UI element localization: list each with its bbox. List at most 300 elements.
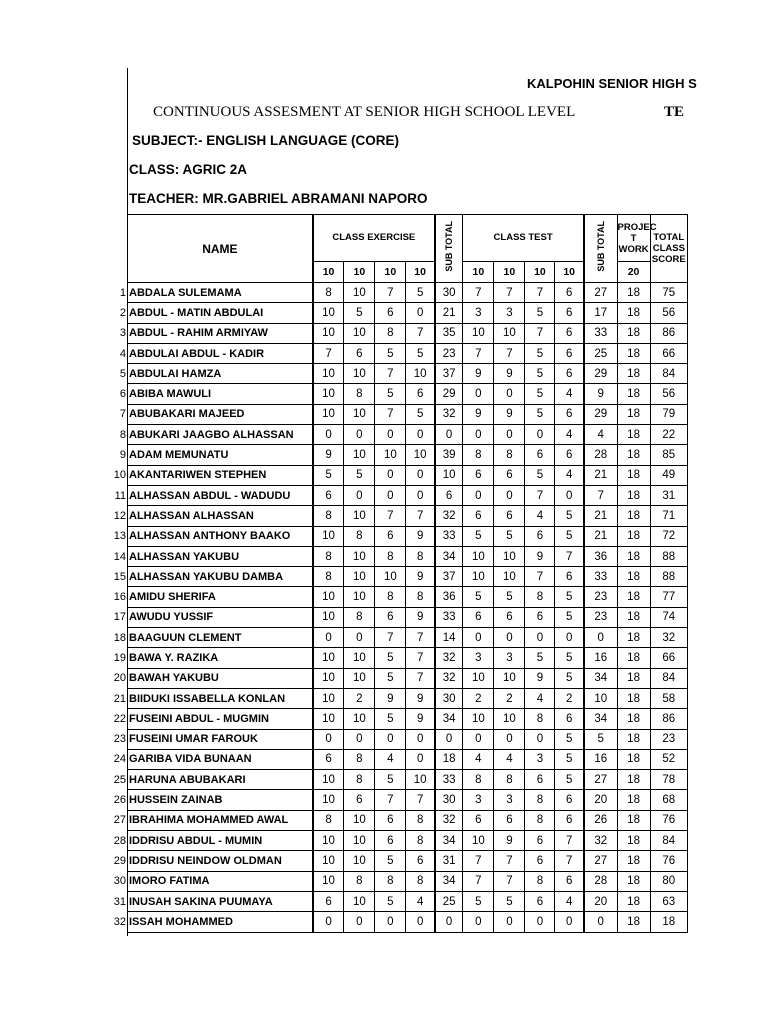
class-test-score: 6 [555,567,584,587]
class-exercise-score: 5 [406,343,435,363]
sub-total-1: 33 [435,607,463,627]
student-name: ABUBAKARI MAJEED [129,408,245,421]
class-test-score: 7 [494,851,525,871]
class-exercise-score: 5 [375,891,406,911]
max-score: 10 [525,262,555,283]
class-exercise-score: 9 [406,567,435,587]
class-exercise-score: 6 [375,526,406,546]
sub-total-2: 27 [584,770,617,790]
class-exercise-score: 7 [406,506,435,526]
class-test-score: 3 [463,790,494,810]
project-work-score: 18 [617,770,650,790]
class-exercise-score: 10 [313,607,344,627]
sub-total-2: 7 [584,485,617,505]
student-name: ABDUL - RAHIM ARMIYAW [129,327,268,340]
class-test-score: 10 [463,546,494,566]
sub-total-2: 34 [584,709,617,729]
class-test-score: 5 [525,384,555,404]
class-test-score: 6 [463,810,494,830]
total-class-score: 18 [650,912,687,932]
class-test-score: 6 [555,323,584,343]
student-name-cell [113,546,313,566]
class-exercise-score: 7 [406,628,435,648]
class-test-score: 7 [463,851,494,871]
class-exercise-score: 4 [406,891,435,911]
student-name: AKANTARIWEN STEPHEN [129,469,267,482]
total-class-score: 56 [650,303,687,323]
class-exercise-score: 8 [375,587,406,607]
school-name: KALPOHIN SENIOR HIGH S [527,76,697,91]
sub-total-1: 23 [435,343,463,363]
project-work-score: 18 [617,384,650,404]
sub-total-2: 26 [584,810,617,830]
class-exercise-score: 10 [313,770,344,790]
project-work-score: 18 [617,688,650,708]
project-work-score: 18 [617,404,650,424]
class-exercise-score: 5 [313,465,344,485]
row-number: 28 [113,834,126,847]
class-exercise-score: 7 [313,343,344,363]
sub-total-1: 25 [435,891,463,911]
table-row [128,912,688,932]
class-exercise-score: 5 [344,303,375,323]
project-work-score: 18 [617,567,650,587]
sub-total-1: 32 [435,648,463,668]
class-test-score: 4 [525,506,555,526]
class-exercise-score: 0 [406,465,435,485]
student-name: FUSEINI UMAR FAROUK [129,733,258,746]
class-test-score: 4 [555,465,584,485]
student-name-cell [113,526,313,546]
class-test-score: 0 [463,912,494,932]
student-name-cell [113,506,313,526]
project-work-score: 18 [617,364,650,384]
class-exercise-score: 5 [406,404,435,424]
class-test-score: 6 [555,871,584,891]
class-exercise-score: 8 [344,384,375,404]
sub-total-1: 30 [435,790,463,810]
class-exercise-score: 10 [344,506,375,526]
sub-total-2: 20 [584,790,617,810]
class-exercise-score: 7 [375,628,406,648]
row-number: 27 [113,814,126,827]
row-number: 12 [113,509,126,522]
student-name-cell [113,648,313,668]
student-name: IBRAHIMA MOHAMMED AWAL [129,814,289,827]
class-test-score: 4 [555,891,584,911]
subject-line: SUBJECT:- ENGLISH LANGUAGE (CORE) [132,133,400,148]
student-name: ABIBA MAWULI [129,388,212,401]
table-row [128,283,688,303]
class-exercise-score: 6 [344,790,375,810]
total-class-score: 79 [650,404,687,424]
class-test-score: 3 [525,749,555,769]
table-row [128,709,688,729]
student-name: BAAGUUN CLEMENT [129,631,242,644]
class-exercise-score: 7 [375,283,406,303]
class-test-score: 0 [463,628,494,648]
class-test-score: 10 [494,668,525,688]
sub-total-2: 36 [584,546,617,566]
total-class-score: 84 [650,364,687,384]
class-test-score: 7 [525,567,555,587]
class-test-score: 6 [555,404,584,424]
sub-total-1: 0 [435,425,463,445]
sub-total-1: 34 [435,871,463,891]
class-exercise-score: 0 [375,465,406,485]
class-test-score: 7 [525,485,555,505]
class-test-score: 2 [494,688,525,708]
class-exercise-score: 8 [313,283,344,303]
class-exercise-score: 4 [375,749,406,769]
class-test-score: 10 [494,546,525,566]
class-test-score: 3 [494,303,525,323]
class-exercise-score: 10 [344,404,375,424]
total-class-score: 76 [650,810,687,830]
sub-total-1: 32 [435,668,463,688]
project-work-score: 18 [617,648,650,668]
class-exercise-score: 0 [344,425,375,445]
total-class-score: 75 [650,283,687,303]
class-exercise-score: 5 [375,770,406,790]
project-work-score: 18 [617,303,650,323]
class-test-score: 6 [555,790,584,810]
student-name-cell [113,912,313,932]
sub-total-2: 5 [584,729,617,749]
class-exercise-score: 5 [375,343,406,363]
sub-total-1: 37 [435,567,463,587]
class-exercise-score: 8 [375,871,406,891]
row-number: 13 [113,530,126,543]
class-test-score: 4 [555,425,584,445]
table-row [128,323,688,343]
student-name-cell [113,567,313,587]
student-name-cell [119,404,313,424]
class-test-score: 5 [555,770,584,790]
class-test-score: 0 [463,384,494,404]
sub-total-2: 21 [584,526,617,546]
row-number: 7 [119,408,126,421]
sub-total-2: 23 [584,607,617,627]
table-row [128,303,688,323]
student-name: IDDRISU NEINDOW OLDMAN [129,854,282,867]
student-name-cell [113,465,313,485]
class-test-score: 5 [525,465,555,485]
class-test-score: 6 [555,364,584,384]
class-line: CLASS: AGRIC 2A [129,162,248,177]
row-number: 5 [119,367,126,380]
student-name-cell [113,587,313,607]
student-name-cell [113,709,313,729]
project-work-score: 18 [617,891,650,911]
class-test-score: 9 [525,668,555,688]
class-test-score: 0 [463,485,494,505]
max-score: 10 [555,262,584,283]
class-exercise-score: 0 [313,912,344,932]
sub-total-2: 9 [584,384,617,404]
class-test-score: 0 [494,912,525,932]
student-name-cell [113,790,313,810]
class-exercise-score: 10 [344,810,375,830]
row-number: 10 [113,469,126,482]
total-class-score: 86 [650,709,687,729]
table-row [128,831,688,851]
student-name: AMIDU SHERIFA [129,591,216,604]
class-exercise-score: 6 [406,384,435,404]
student-name: ALHASSAN ALHASSAN [129,509,254,522]
class-test-score: 6 [555,810,584,830]
sub-total-2: 10 [584,688,617,708]
total-class-score: 31 [650,485,687,505]
class-test-score: 8 [525,871,555,891]
sub-total-2: 28 [584,871,617,891]
table-row [128,871,688,891]
project-work-score: 18 [617,668,650,688]
student-name: ALHASSAN ANTHONY BAAKO [129,530,291,543]
class-test-score: 0 [494,628,525,648]
project-work-score: 18 [617,323,650,343]
class-test-score: 6 [494,810,525,830]
sub-total-1: 21 [435,303,463,323]
sub-total-1: 32 [435,810,463,830]
class-exercise-score: 9 [313,445,344,465]
sub-total-2: 33 [584,323,617,343]
total-class-score: 63 [650,891,687,911]
row-number: 15 [113,570,126,583]
class-exercise-score: 10 [313,831,344,851]
class-test-score: 6 [525,831,555,851]
class-exercise-score: 0 [344,912,375,932]
sub-total-2: 21 [584,465,617,485]
class-exercise-score: 0 [313,425,344,445]
student-name: ABDULAI HAMZA [129,367,222,380]
sub-total-1: 35 [435,323,463,343]
student-name-cell [119,364,313,384]
class-exercise-score: 10 [344,364,375,384]
project-work-score: 18 [617,831,650,851]
class-test-score: 0 [494,384,525,404]
class-test-score: 5 [525,404,555,424]
sub-total-1: 34 [435,831,463,851]
class-exercise-score: 7 [375,364,406,384]
class-test-score: 2 [463,688,494,708]
class-test-score: 6 [555,303,584,323]
class-exercise-score: 10 [313,668,344,688]
student-name-cell [113,688,313,708]
class-exercise-score: 10 [375,567,406,587]
sub-total-1: 32 [435,506,463,526]
class-test-score: 5 [555,526,584,546]
class-test-score: 6 [494,465,525,485]
class-exercise-score: 0 [406,425,435,445]
class-exercise-score: 10 [313,323,344,343]
class-test-score: 5 [525,343,555,363]
class-test-score: 5 [555,506,584,526]
project-work-score: 18 [617,425,650,445]
student-name: HUSSEIN ZAINAB [129,794,223,807]
class-test-score: 5 [555,749,584,769]
class-test-score: 5 [525,303,555,323]
class-test-score: 6 [494,607,525,627]
class-exercise-score: 6 [313,749,344,769]
project-work-score: 18 [617,445,650,465]
student-name-cell [113,770,313,790]
class-exercise-score: 8 [344,749,375,769]
table-row [128,607,688,627]
class-test-score: 3 [463,648,494,668]
class-test-score: 9 [494,404,525,424]
class-test-score: 8 [525,810,555,830]
table-row [128,485,688,505]
sub-total-1: 34 [435,546,463,566]
class-exercise-score: 0 [344,729,375,749]
row-number: 29 [113,854,126,867]
sub-total-2: 29 [584,364,617,384]
class-exercise-score: 8 [406,810,435,830]
class-exercise-score: 0 [375,485,406,505]
class-exercise-score: 6 [406,851,435,871]
sub-total-2: 20 [584,891,617,911]
project-work-score: 18 [617,546,650,566]
class-exercise-score: 6 [375,810,406,830]
class-exercise-score: 8 [406,587,435,607]
sub-total-1-header: SUB TOTAL [435,215,463,283]
sub-total-2: 16 [584,648,617,668]
row-number: 18 [113,631,126,644]
project-work-score: 18 [617,465,650,485]
class-exercise-score: 10 [313,648,344,668]
project-work-header: PROJEC T WORK [617,215,650,262]
sub-total-1: 0 [435,912,463,932]
class-test-score: 6 [494,506,525,526]
table-row [128,567,688,587]
class-exercise-score: 5 [406,283,435,303]
class-exercise-score: 0 [375,425,406,445]
class-test-score: 6 [555,445,584,465]
term-label: TE [664,104,685,120]
class-test-score: 8 [463,445,494,465]
class-test-score: 5 [555,587,584,607]
sub-total-1: 18 [435,749,463,769]
class-exercise-score: 7 [406,648,435,668]
class-exercise-score: 10 [406,445,435,465]
class-test-score: 4 [525,688,555,708]
class-exercise-score: 5 [375,648,406,668]
class-exercise-score: 10 [344,283,375,303]
class-exercise-score: 10 [375,445,406,465]
class-exercise-score: 10 [406,770,435,790]
student-name-cell [119,323,313,343]
sub-total-2: 16 [584,749,617,769]
student-name-cell [113,607,313,627]
class-exercise-score: 0 [406,749,435,769]
class-exercise-score: 10 [344,587,375,607]
class-test-score: 3 [463,303,494,323]
sub-total-2: 27 [584,851,617,871]
class-exercise-score: 5 [375,709,406,729]
class-test-score: 10 [463,567,494,587]
class-exercise-score: 7 [406,790,435,810]
class-exercise-score: 6 [375,607,406,627]
class-exercise-score: 8 [313,567,344,587]
student-name: IMORO FATIMA [129,875,210,888]
score-table-body [113,283,688,933]
class-test-score: 5 [555,648,584,668]
class-test-score: 0 [525,425,555,445]
table-row [128,891,688,911]
max-score: 10 [406,262,435,283]
class-exercise-score: 10 [344,668,375,688]
class-exercise-score: 8 [344,607,375,627]
class-test-score: 6 [525,526,555,546]
class-test-score: 0 [525,729,555,749]
project-work-score: 18 [617,283,650,303]
table-row [128,628,688,648]
sub-total-1: 33 [435,526,463,546]
class-test-score: 4 [555,384,584,404]
sub-total-2: 0 [584,628,617,648]
student-name-cell [113,851,313,871]
class-test-score: 8 [463,770,494,790]
table-row [128,445,688,465]
class-test-score: 2 [555,688,584,708]
total-class-score: 84 [650,668,687,688]
project-work-score: 18 [617,526,650,546]
class-test-score: 5 [463,526,494,546]
class-test-score: 10 [463,709,494,729]
total-class-score: 23 [650,729,687,749]
row-number: 11 [114,489,126,502]
sub-total-2: 28 [584,445,617,465]
sub-total-1: 14 [435,628,463,648]
class-test-score: 7 [494,343,525,363]
student-name-cell [119,445,313,465]
class-exercise-score: 7 [375,790,406,810]
row-number: 2 [119,306,126,319]
class-exercise-score: 8 [375,546,406,566]
class-exercise-score: 0 [406,912,435,932]
class-exercise-score: 9 [406,607,435,627]
student-name: ABDULAI ABDUL - KADIR [129,347,265,360]
table-row [128,384,688,404]
class-test-score: 5 [494,587,525,607]
project-work-score: 18 [617,587,650,607]
student-name-cell [119,283,313,303]
class-exercise-score: 7 [406,668,435,688]
class-test-score: 6 [555,283,584,303]
total-class-score: 66 [650,343,687,363]
student-name-cell [113,668,313,688]
class-test-score: 0 [525,628,555,648]
total-class-score: 74 [650,607,687,627]
sub-total-1: 36 [435,587,463,607]
table-row [128,790,688,810]
class-exercise-score: 0 [406,729,435,749]
score-table [113,214,688,933]
class-test-score: 8 [525,709,555,729]
sub-total-2: 25 [584,343,617,363]
class-exercise-score: 0 [375,729,406,749]
row-number: 31 [113,895,126,908]
total-class-score: 71 [650,506,687,526]
score-table-wrapper [113,214,688,933]
class-test-score: 6 [555,343,584,363]
project-work-score: 18 [617,485,650,505]
student-name-cell [113,891,313,911]
class-exercise-score: 10 [344,709,375,729]
total-class-score-header: TOTAL CLASS SCORE [650,215,687,283]
total-class-score: 88 [650,546,687,566]
